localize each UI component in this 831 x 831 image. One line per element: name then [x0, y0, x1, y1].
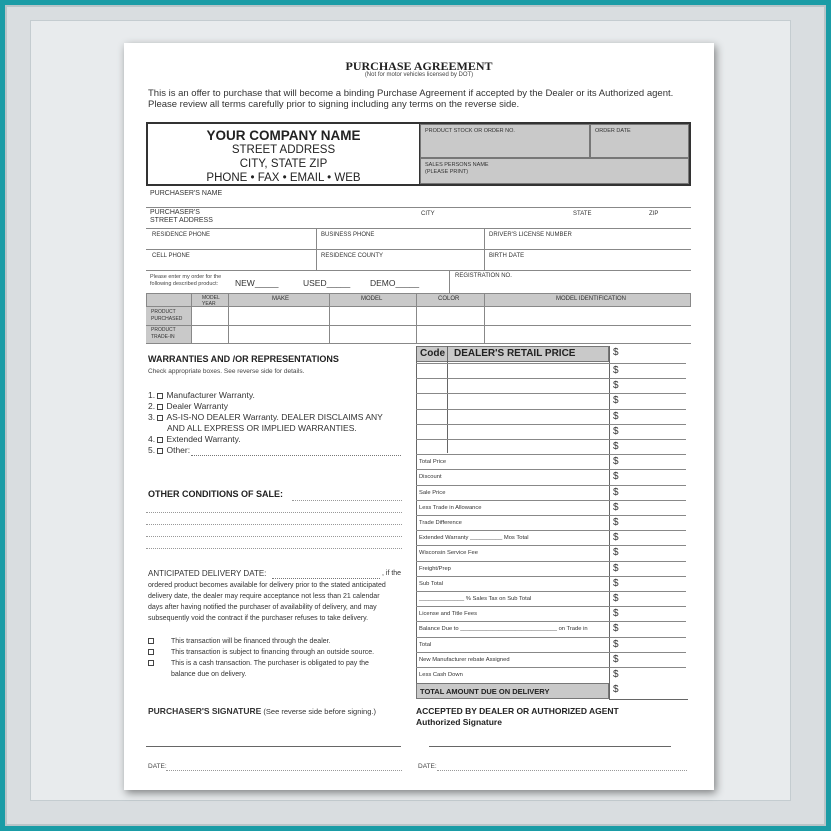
financing-option-cash[interactable] — [148, 660, 369, 667]
price-row-currency: $ — [613, 456, 619, 468]
warranty-option-4[interactable] — [148, 434, 241, 444]
stock-number-label: PRODUCT STOCK OR ORDER NO. — [425, 128, 515, 134]
other-conditions-heading: OTHER CONDITIONS OF SALE: — [148, 489, 283, 499]
price-row-label: Total — [419, 641, 432, 648]
warranty-option-2[interactable] — [148, 401, 228, 411]
financing-label: This transaction is subject to financing through an outside source. — [171, 649, 375, 656]
delivery-date-line[interactable] — [272, 578, 380, 579]
checkbox[interactable] — [157, 393, 163, 399]
order-header-fields — [420, 124, 689, 184]
price-row-label: Sub Total — [419, 580, 444, 587]
product-tradein-label-1: PRODUCT — [151, 327, 176, 333]
divider — [146, 343, 691, 344]
condition-line[interactable] — [146, 524, 402, 525]
delivery-text-line: delivery date, the dealer may require acceptance not less than 21 calendar — [148, 593, 380, 600]
price-row-label: Wisconsin Service Fee — [419, 550, 478, 557]
price-row-currency: $ — [613, 395, 619, 407]
product-purchased-label-1: PRODUCT — [151, 309, 176, 315]
price-row[interactable] — [416, 545, 686, 560]
price-row-label: Freight/Prep — [419, 565, 451, 572]
warranties-instruction: Check appropriate boxes. See reverse side for details. — [148, 368, 305, 375]
condition-line[interactable] — [146, 548, 402, 549]
price-row-label: Less Trade in Allowance — [419, 504, 482, 511]
price-row[interactable] — [416, 393, 686, 408]
checkbox[interactable] — [157, 437, 163, 443]
price-row[interactable] — [416, 561, 686, 576]
price-row[interactable] — [416, 500, 686, 515]
price-row-label: Extended Warranty __________ Mos Total — [419, 535, 529, 542]
delivery-date-label: ANTICIPATED DELIVERY DATE: — [148, 569, 267, 578]
price-row-currency: $ — [613, 608, 619, 620]
divider — [191, 293, 192, 343]
company-box — [146, 122, 691, 186]
divider — [146, 207, 691, 208]
price-header: DEALER'S RETAIL PRICE — [454, 348, 576, 359]
warranty-option-1[interactable] — [148, 390, 255, 400]
delivery-text-line: days after having notified the purchaser of availability of delivery, and may — [148, 604, 377, 611]
purchaser-signature-label — [148, 706, 376, 716]
price-row-label: New Manufacturer rebate Assigned — [419, 656, 510, 663]
total-due-label: TOTAL AMOUNT DUE ON DELIVERY — [420, 687, 550, 696]
other-warranty-line[interactable] — [191, 455, 401, 456]
divider — [609, 699, 688, 700]
company-info — [148, 124, 420, 184]
order-date-label: ORDER DATE — [595, 128, 631, 134]
checkbox[interactable] — [157, 448, 163, 454]
price-row[interactable] — [416, 652, 686, 667]
condition-line[interactable] — [146, 536, 402, 537]
divider — [146, 249, 691, 250]
item-number: 2. — [148, 401, 156, 411]
price-row-label: License and Title Fees — [419, 611, 478, 618]
residence-phone-label: RESIDENCE PHONE — [152, 232, 211, 238]
price-row[interactable] — [416, 591, 686, 606]
divider — [416, 293, 417, 343]
item-number: 4. — [148, 434, 156, 444]
price-row-label: ______________ % Sales Tax on Sub Total — [419, 596, 532, 602]
condition-line[interactable] — [146, 512, 402, 513]
business-phone-label: BUSINESS PHONE — [321, 232, 375, 238]
checkbox[interactable] — [157, 404, 163, 410]
price-row[interactable] — [416, 469, 686, 484]
new-option[interactable]: NEW_____ — [235, 278, 279, 288]
purchaser-signature-line[interactable] — [146, 746, 401, 747]
currency-symbol: $ — [613, 347, 619, 358]
price-row[interactable] — [416, 378, 686, 393]
warranty-option-3-continued: AND ALL EXPRESS OR IMPLIED WARRANTIES. — [167, 423, 357, 433]
city-label: CITY — [421, 211, 435, 217]
price-row-currency: $ — [613, 441, 619, 452]
price-row-currency: $ — [613, 425, 619, 437]
intro-text — [148, 88, 698, 110]
price-row-label: Discount — [419, 474, 442, 481]
price-row[interactable] — [416, 485, 686, 500]
please-print-label: (PLEASE PRINT) — [425, 168, 469, 175]
price-row[interactable] — [416, 363, 686, 378]
sales-person-field[interactable] — [420, 158, 689, 184]
divider — [484, 293, 485, 343]
date-label-left: DATE: — [148, 763, 167, 770]
intro-line: Please review all terms carefully prior to signing including any terms on the reverse side. — [148, 99, 520, 110]
company-contact: PHONE • FAX • EMAIL • WEB — [206, 172, 361, 184]
price-row[interactable] — [416, 409, 686, 424]
delivery-text-line: ordered product becomes available for delivery prior to the stated anticipated — [148, 582, 386, 589]
price-row[interactable] — [416, 667, 686, 682]
divider — [329, 293, 330, 343]
price-row-currency: $ — [613, 623, 619, 635]
order-date-field[interactable] — [590, 124, 689, 158]
model-id-label: MODEL IDENTIFICATION — [556, 296, 627, 302]
price-row-currency: $ — [613, 471, 619, 483]
model-year-label-2: YEAR — [202, 301, 216, 307]
purchaser-street-label-2: STREET ADDRESS — [150, 217, 213, 224]
date-label-right: DATE: — [418, 763, 437, 770]
purchaser-signature-title: PURCHASER'S SIGNATURE — [148, 706, 262, 716]
price-row[interactable] — [416, 637, 686, 652]
price-row-label: Balance Due to ______________________________ on Trade in — [419, 626, 588, 633]
date-line-right[interactable] — [437, 770, 687, 771]
price-row-label: Sale Price — [419, 489, 446, 496]
warranty-label: Extended Warranty. — [166, 434, 241, 444]
company-street: STREET ADDRESS — [231, 144, 336, 156]
document-title: PURCHASE AGREEMENT — [345, 59, 493, 73]
color-label: COLOR — [438, 296, 460, 302]
financing-option-dealer[interactable] — [148, 638, 331, 645]
price-row-currency: $ — [613, 380, 619, 392]
warranty-option-5[interactable] — [148, 445, 190, 455]
order-enter-text-2: following described product: — [150, 281, 219, 287]
price-row-currency: $ — [613, 486, 619, 498]
intro-line: This is an offer to purchase that will become a binding Purchase Agreement if accepted by the Dealer or its Authorized agent. — [148, 88, 674, 99]
price-row-currency: $ — [613, 517, 619, 528]
price-row-currency: $ — [613, 653, 619, 665]
item-number: 5. — [148, 445, 156, 455]
document-subtitle: (Not for motor vehicles licensed by DOT) — [364, 72, 474, 78]
price-row-currency: $ — [613, 547, 619, 559]
purchaser-name-label: PURCHASER'S NAME — [150, 190, 223, 197]
cell-phone-label: CELL PHONE — [152, 253, 190, 259]
price-row-label: Trade Difference — [419, 520, 462, 526]
price-row-currency: $ — [613, 365, 619, 376]
purchaser-signature-note: (See reverse side before signing.) — [261, 707, 376, 716]
total-due-currency: $ — [613, 684, 619, 695]
dealer-signature-line[interactable] — [429, 746, 671, 747]
condition-line[interactable] — [292, 500, 402, 501]
price-row-currency: $ — [613, 532, 619, 544]
item-number: 1. — [148, 390, 156, 400]
code-header: Code — [420, 348, 445, 359]
price-row-label: Less Cash Down — [419, 672, 463, 678]
authorized-signature-label: Authorized Signature — [416, 717, 502, 727]
divider — [228, 293, 229, 343]
price-row[interactable] — [416, 530, 686, 545]
product-purchased-label-2: PURCHASED — [151, 316, 183, 322]
drivers-license-label: DRIVER'S LICENSE NUMBER — [489, 232, 572, 238]
price-row-currency: $ — [613, 593, 619, 604]
birth-date-label: BIRTH DATE — [489, 253, 525, 259]
price-row[interactable] — [416, 621, 686, 636]
delivery-if-the: , if the — [382, 570, 402, 577]
price-row-currency: $ — [613, 638, 619, 650]
sales-person-label: SALES PERSONS NAME — [425, 162, 489, 168]
price-row[interactable] — [416, 424, 686, 439]
purchaser-street-label-1: PURCHASER'S — [150, 209, 200, 216]
registration-label: REGISTRATION NO. — [455, 273, 512, 279]
price-row-currency: $ — [613, 577, 619, 589]
company-name: YOUR COMPANY NAME — [206, 128, 361, 143]
make-label: MAKE — [272, 296, 290, 302]
price-row[interactable] — [416, 606, 686, 621]
stock-number-field[interactable] — [420, 124, 590, 158]
warranty-label: Dealer Warranty — [166, 401, 229, 411]
financing-cash-continued: balance due on delivery. — [171, 671, 247, 678]
price-row-label: Total Price — [419, 459, 447, 466]
divider — [146, 270, 691, 271]
price-row-currency: $ — [613, 501, 619, 513]
warranty-label: Other: — [166, 445, 191, 455]
price-row[interactable] — [416, 439, 686, 454]
order-enter-text-1: Please enter my order for the — [150, 274, 222, 280]
divider — [449, 270, 450, 293]
zip-label: ZIP — [649, 211, 659, 217]
checkbox[interactable] — [148, 649, 154, 655]
price-row-currency: $ — [613, 562, 619, 574]
warranty-label: AS-IS-NO DEALER Warranty. DEALER DISCLAIMS ANY — [166, 412, 383, 422]
price-row[interactable] — [416, 515, 686, 530]
dealer-acceptance-label: ACCEPTED BY DEALER OR AUTHORIZED AGENT — [416, 706, 619, 716]
checkbox[interactable] — [148, 660, 154, 666]
warranties-heading: WARRANTIES AND /OR REPRESENTATIONS — [148, 354, 339, 364]
warranty-option-3[interactable] — [148, 412, 383, 422]
purchase-agreement-document — [124, 43, 714, 790]
price-row[interactable] — [416, 454, 686, 469]
used-option[interactable]: USED_____ — [303, 278, 351, 288]
date-line-left[interactable] — [166, 770, 402, 771]
item-number: 3. — [148, 412, 156, 422]
checkbox[interactable] — [157, 415, 163, 421]
product-tradein-label-2: TRADE-IN — [151, 334, 175, 340]
price-row-currency: $ — [613, 669, 619, 680]
price-row[interactable] — [416, 576, 686, 591]
residence-county-label: RESIDENCE COUNTY — [321, 253, 384, 259]
model-label: MODEL — [361, 296, 383, 302]
price-row-currency: $ — [613, 410, 619, 422]
divider — [146, 228, 691, 229]
checkbox[interactable] — [148, 638, 154, 644]
company-city: CITY, STATE ZIP — [239, 158, 328, 170]
state-label: STATE — [573, 211, 592, 217]
model-year-label-1: MODEL — [202, 295, 220, 301]
financing-label: This transaction will be financed through the dealer. — [171, 638, 331, 645]
financing-option-outside[interactable] — [148, 649, 374, 656]
demo-option[interactable]: DEMO_____ — [370, 278, 420, 288]
warranty-label: Manufacturer Warranty. — [166, 390, 255, 400]
financing-label: This is a cash transaction. The purchaser is obligated to pay the — [171, 660, 369, 667]
delivery-text-line: subsequently void the contract if the purchaser refuses to take delivery. — [148, 615, 369, 622]
